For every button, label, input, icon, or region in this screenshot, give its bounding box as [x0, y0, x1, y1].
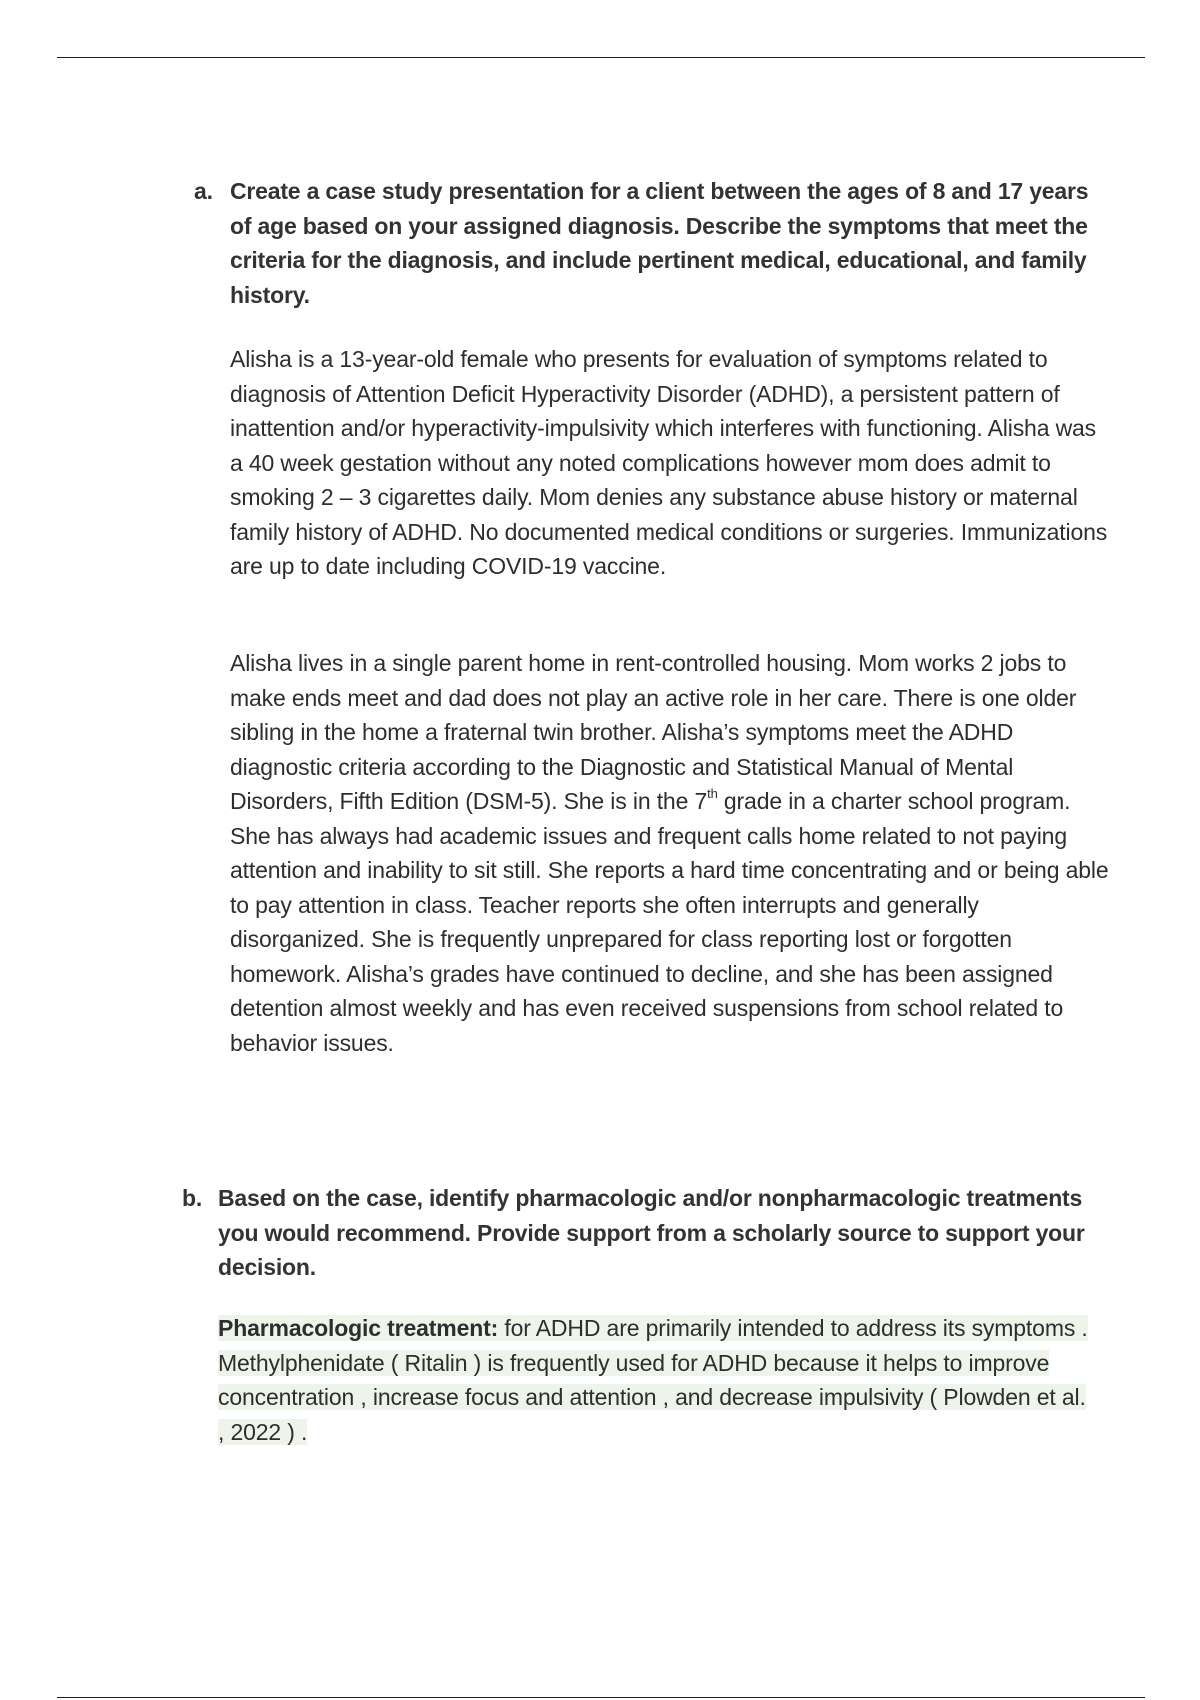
question-a-marker: a.: [194, 178, 213, 204]
paragraph-case-intro: Alisha is a 13-year-old female who presents for evaluation of symptoms related to diagnosis of Attention Deficit Hyperactivity Disorder (ADHD), a persistent pattern of inattention and/or hyperactivity-impulsivity which interferes with functioning. Alisha was a 40 week gestation without any noted complications however mom does admit to smoking 2 – 3 cigarettes daily. Mom denies any substance abuse history or maternal family history of ADHD. No documented medical conditions or surgeries. Immunizations are up to date including COVID-19 vaccine.: [230, 346, 1108, 579]
paragraph-case-history-part1: Alisha lives in a single parent home in rent-controlled housing. Mom works 2 jobs to make ends meet and dad does not play an active role in her care. There is one older sibling in the home a fraternal twin brother. Alisha’s symptoms meet the ADHD diagnostic criteria according to the Diagnostic and Statistical Manual of Mental Disorders, Fifth Edition (DSM-5). She is in the 7: [230, 650, 1077, 814]
header-rule: [57, 57, 1145, 58]
question-a-text: Create a case study presentation for a client between the ages of 8 and 17 years of age based on your assigned diagnosis. Describe the symptoms that meet the criteria for the diagnosis, and include pertinent medical, educational, and family history.: [230, 178, 1089, 308]
paragraph-case-history-part2: grade in a charter school program. She has always had academic issues and frequent calls home related to not paying attention and inability to sit still. She reports a hard time concentrating and or being able to pay attention in class. Teacher reports she often interrupts and generally disorganized. She is frequently unprepared for class reporting lost or forgotten homework. Alisha’s grades have continued to decline, and she has been assigned detention almost weekly and has even received suspensions from school related to behavior issues.: [230, 788, 1109, 1056]
question-b-text: Based on the case, identify pharmacologic and/or nonpharmacologic treatments you would recommend. Provide support from a scholarly source to support your decision.: [218, 1185, 1085, 1280]
paragraph-pharmacologic-treatment: [218, 1311, 1098, 1449]
footer-rule: [57, 1697, 1145, 1698]
question-a: [194, 174, 1110, 312]
question-b: [182, 1181, 1098, 1285]
ordinal-suffix: th: [707, 786, 718, 802]
question-b-marker: b.: [182, 1185, 203, 1211]
paragraph-case-history: [230, 646, 1110, 1060]
pharmacologic-treatment-body: for ADHD are primarily intended to address its symptoms . Methylphenidate ( Ritalin ) is frequently used for ADHD because it helps to improve concentration , increase focus and attention , and decrease impulsivity ( Plowden et al. , 2022 ) .: [218, 1315, 1088, 1445]
pharmacologic-treatment-lead: Pharmacologic treatment:: [218, 1315, 499, 1341]
